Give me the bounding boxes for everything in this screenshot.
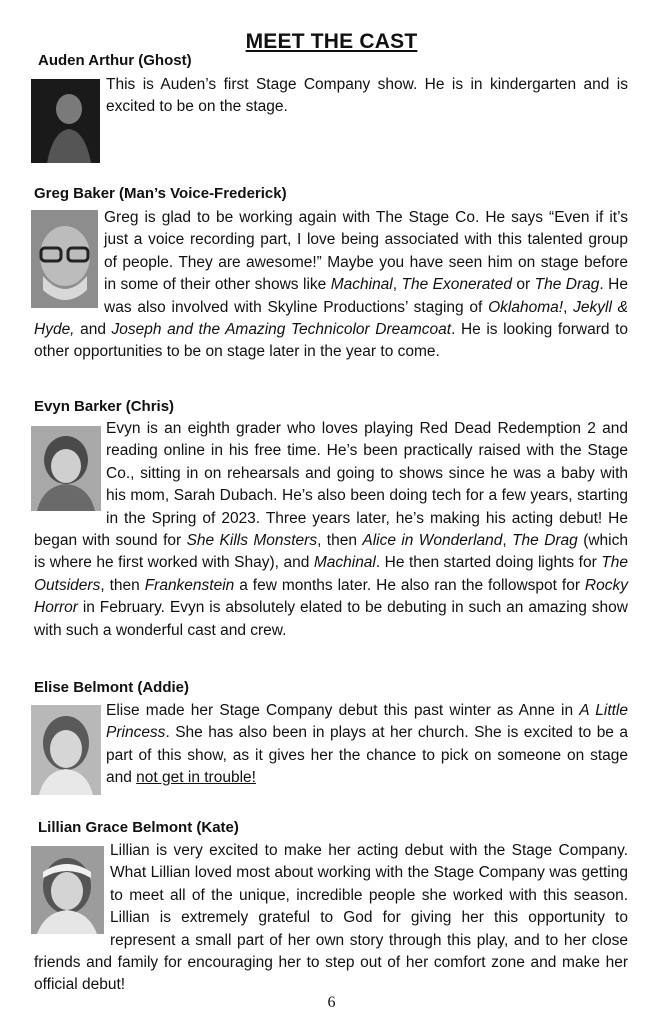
bio-text-run: , bbox=[392, 276, 402, 294]
bio-text-run: The Exonerated bbox=[401, 276, 512, 294]
bio-text-run: Alice in Wonderland bbox=[362, 532, 503, 550]
bio-text-run: Rocky Horror bbox=[34, 576, 628, 617]
bio-text-run: or bbox=[511, 276, 535, 294]
cast-name-elise-belmont: Elise Belmont (Addie) bbox=[34, 679, 190, 696]
bio-text-run: and bbox=[74, 321, 112, 339]
bio-elise-belmont bbox=[34, 700, 628, 790]
bio-text-run: (which is where he first worked with Shay), and bbox=[34, 532, 628, 572]
bio-text-run: Greg is glad to be working again with The Stage Co. He says “Even if it’s just a voice recording part, I love being associated with this talented group of people. They are awesome!” Maybe you have seen him on stage before in some of their other shows like bbox=[104, 209, 628, 294]
bio-text-run: Frankenstein bbox=[144, 576, 235, 594]
page-number: 6 bbox=[327, 994, 336, 1011]
bio-text-run: not get in trouble! bbox=[136, 769, 256, 787]
bio-text-run: She Kills Monsters bbox=[186, 532, 318, 550]
bio-text-run: , bbox=[563, 298, 574, 316]
bio-text-run: in February. Evyn is absolutely elated to be debuting in such an amazing show with such a wonderful cast and crew. bbox=[34, 599, 628, 639]
bio-text-run: Machinal bbox=[330, 276, 393, 294]
bio-text-run: . He was also involved with Skyline Productions’ staging of bbox=[104, 276, 628, 316]
bio-lillian-grace-belmont bbox=[34, 840, 628, 997]
bio-text-run: , then bbox=[317, 532, 363, 550]
bio-text-run: This is Auden’s first Stage Company show. He is in kindergarten and is excited to be on the stage. bbox=[106, 76, 628, 116]
bio-text-run: Machinal bbox=[313, 554, 376, 572]
bio-greg-baker bbox=[34, 207, 628, 364]
bio-evyn-barker bbox=[34, 418, 628, 642]
bio-text-run: , bbox=[502, 532, 513, 550]
bio-text-run: . He then started doing lights for bbox=[375, 554, 602, 572]
bio-auden-arthur bbox=[34, 74, 628, 119]
bio-text-run: a few months later. He also ran the followspot for bbox=[234, 576, 585, 594]
bio-text-run: The Drag bbox=[512, 532, 578, 550]
bio-text-run: Jekyll & Hyde, bbox=[34, 298, 628, 339]
cast-name-greg-baker: Greg Baker (Man’s Voice-Frederick) bbox=[34, 185, 287, 202]
page-title: MEET THE CAST bbox=[245, 30, 418, 53]
cast-name-evyn-barker: Evyn Barker (Chris) bbox=[34, 398, 175, 415]
bio-text-run: Joseph and the Amazing Technicolor Dreamcoat bbox=[111, 321, 452, 339]
bio-text-run: A Little Princess bbox=[106, 702, 628, 742]
bio-text-run: Oklahoma! bbox=[488, 298, 564, 316]
bio-text-run: Elise made her Stage Company debut this past winter as Anne in bbox=[106, 702, 580, 719]
cast-name-auden-arthur: Auden Arthur (Ghost) bbox=[38, 52, 192, 69]
bio-text-run: Evyn is an eighth grader who loves playing Red Dead Redemption 2 and reading online in his free time. He’s been practically raised with the Stage Co., sitting in on rehearsals and going to shows since he was a baby with his mom, Sarah Dubach. He’s also been doing tech for a few years, starting in the Spring of 2023. Three years later, he’s making his acting debut! He began with sound for bbox=[34, 420, 628, 550]
cast-name-lillian-grace-belmont: Lillian Grace Belmont (Kate) bbox=[38, 819, 239, 836]
bio-text-run: The Drag bbox=[534, 276, 600, 294]
bio-text-run: Lillian is very excited to make her acting debut with the Stage Company. What Lillian loved most about working with the Stage Company was getting to meet all of the unique, incredible people she worked with this season. Lillian is extremely grateful to God for giving her this opportunity to represent a small part of her own story through this play, and to her close friends and family for encouraging her to step out of her comfort zone and make her official debut! bbox=[34, 842, 628, 994]
bio-text-run: , then bbox=[100, 576, 145, 594]
bio-text-run: The Outsiders bbox=[34, 554, 628, 594]
bio-text-run: . He is looking forward to other opportunities to be on stage later in the year to come. bbox=[34, 321, 629, 361]
bio-text-run: . She has also been in plays at her church. She is excited to be a part of this show, as it gives her the chance to pick on someone on stage and bbox=[106, 724, 628, 787]
